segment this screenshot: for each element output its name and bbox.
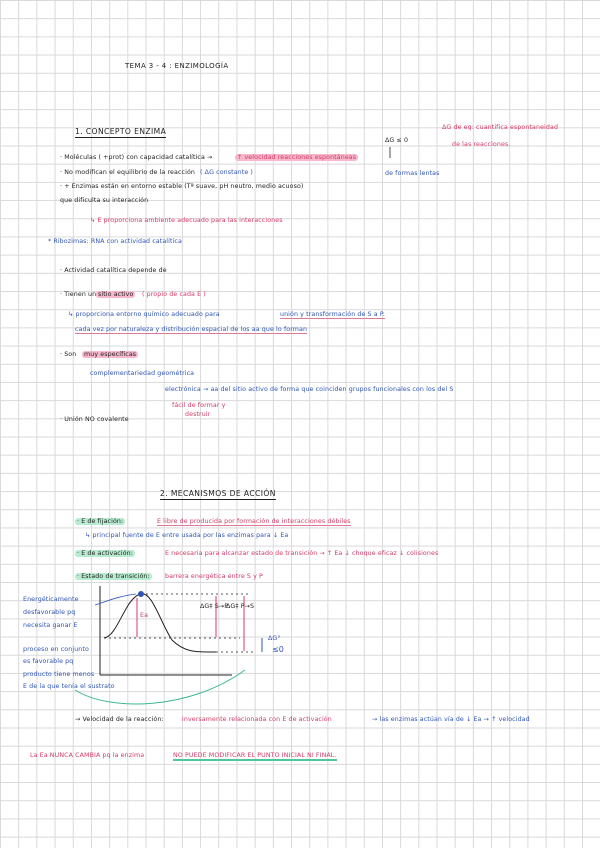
- left-note-1: Energéticamente: [23, 596, 79, 603]
- line-ambiente: ↳ E proporciona ambiente adecuado para las interacciones: [90, 217, 283, 224]
- sitio-propio: ( propio de cada E ): [142, 291, 206, 298]
- left-note-7: E de la que tenía el sustrato: [23, 683, 115, 690]
- final-note-a: La Ea NUNCA CAMBIA pq la enzima: [30, 752, 145, 759]
- line-dg-constante: ( ΔG constante ): [200, 169, 253, 176]
- e-fijacion-desc: E libre de producida por formación de interacciones débiles: [157, 518, 351, 525]
- line-equilibrio: · No modifican el equilibrio de la reacción: [60, 169, 195, 176]
- e-activacion-desc: E necesaria para alcanzar estado de transición → ↑ Ea ↓ choque eficaz ↓ colisiones: [165, 550, 439, 557]
- line-formas-lentas: de formas lentas: [385, 170, 440, 177]
- line-velocidad: ↑ velocidad reacciones espontáneas: [237, 154, 357, 161]
- left-note-4: proceso en conjunto: [23, 646, 89, 653]
- velocidad-desc: inversamente relacionada con E de activación: [182, 716, 332, 723]
- transition-state-dot: [138, 591, 144, 597]
- dg-sp-label: ΔG‡ S→P: [200, 603, 229, 610]
- e-fijacion-fuente: ↳ principal fuente de E entre usada por las enzimas para ↓ Ea: [85, 532, 289, 539]
- line-dificulta: que dificulta su interacción: [60, 197, 149, 204]
- ea-label: Ea: [140, 612, 149, 619]
- left-note-2: desfavorable pq: [23, 609, 76, 616]
- e-fijacion-label: · E de fijación:: [77, 518, 124, 525]
- complementariedad-1: complementariedad geométrica: [90, 370, 195, 377]
- delta-g-mark: ΔG ≤ 0: [385, 137, 409, 144]
- dg0-sign: ≤0: [272, 645, 284, 654]
- estado-transicion-desc: barrera energética entre S y P: [165, 573, 263, 580]
- actividad-line: · Actividad catalítica depende de: [60, 267, 167, 274]
- sitio-naturaleza: cada vez por naturaleza y distribución espacial de los aa que lo forman: [75, 326, 308, 333]
- right-note-2: de las reacciones.: [452, 141, 511, 148]
- sitio-union: unión y transformación de S a P.: [280, 311, 385, 318]
- especificas-b: muy específicas: [84, 351, 137, 358]
- fuerza-note-1: fácil de formar y: [172, 402, 226, 409]
- right-note-1: ΔG de eq: cuantifica espontaneidad: [442, 124, 559, 131]
- page-title: TEMA 3 - 4 : ENZIMOLOGÍA: [125, 62, 229, 70]
- ribozimas-note: * Ribozimas: RNA con actividad catalítica: [48, 238, 182, 245]
- fuerza-note-2: destruir: [185, 411, 211, 418]
- section-2-heading: 2. MECANISMOS DE ACCIÓN: [160, 489, 276, 498]
- especificas-a: · Son: [60, 351, 77, 358]
- line-moleculas: · Moléculas ( +prot) con capacidad catalítica →: [60, 154, 213, 161]
- left-note-6: producto tiene menos: [23, 671, 95, 678]
- line-entorno: · + Enzimas están en entorno estable (Tª suave, pH neutro, medio acuoso): [60, 183, 304, 190]
- dg-ps-label: ΔG‡ P→S: [226, 603, 255, 610]
- final-note-b: NO PUEDE MODIFICAR EL PUNTO INICIAL NI FINAL.: [173, 752, 337, 759]
- sitio-entorno: ↳ proporciona entorno químico adecuado para: [68, 311, 220, 318]
- dg0-label: ΔG°: [268, 635, 281, 642]
- estado-transicion-label: · Estado de transición:: [77, 573, 150, 580]
- union-line: · Unión NO covalente: [60, 416, 129, 423]
- left-note-3: necesita ganar E: [23, 622, 78, 629]
- sitio-line-a: · Tienen un: [60, 291, 97, 298]
- left-note-5: es favorable pq: [23, 658, 74, 665]
- complementariedad-2: electrónica → aa del sitio activo de forma que coinciden grupos funcionales con los del S: [165, 386, 454, 393]
- e-activacion-label: · E de activación:: [77, 550, 133, 557]
- velocidad-enzimas: → las enzimas actúan vía de ↓ Ea → ↑ velocidad: [372, 716, 530, 723]
- sitio-activo: sitio activo: [98, 291, 134, 298]
- section-1-heading: 1. CONCEPTO ENZIMA: [75, 127, 167, 136]
- velocidad-label: → Velocidad de la reacción:: [75, 716, 164, 723]
